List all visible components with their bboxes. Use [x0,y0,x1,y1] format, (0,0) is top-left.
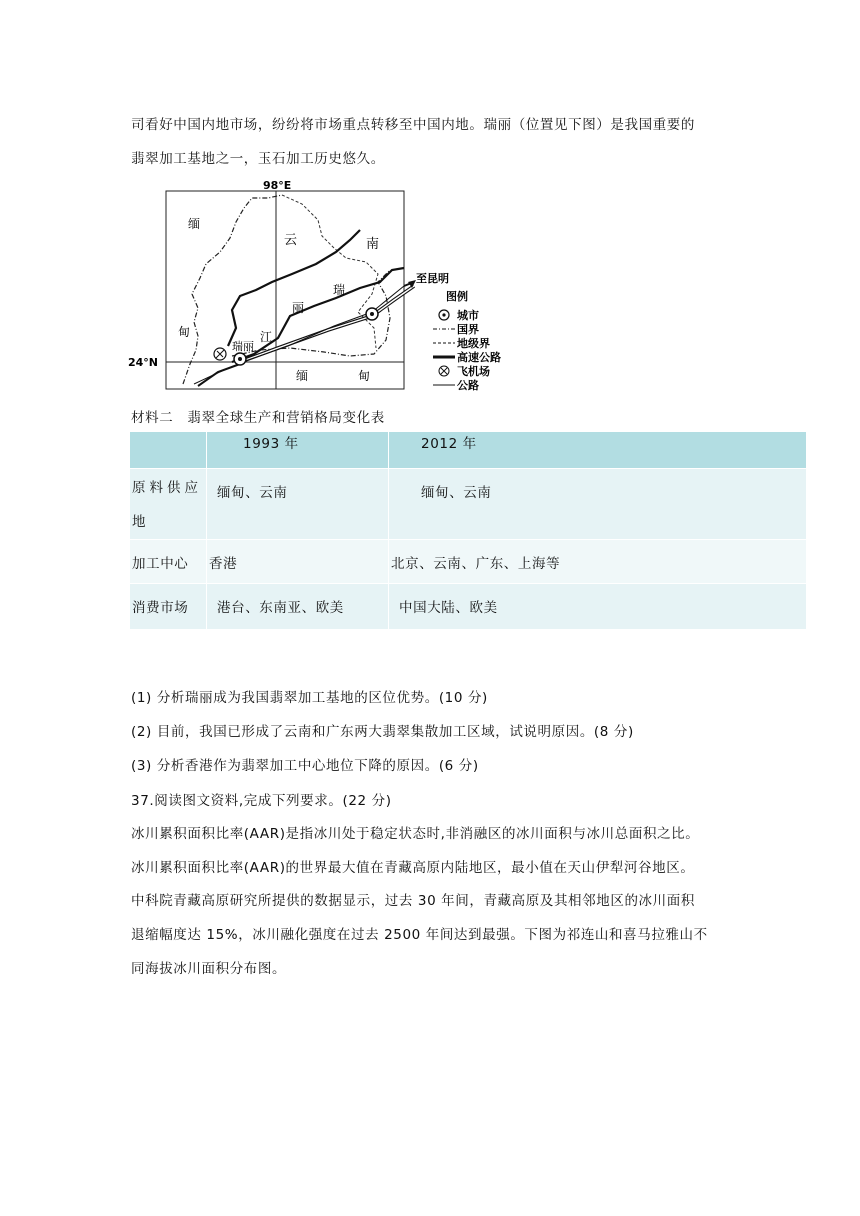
label-mian-top: 缅 [188,217,201,231]
header-1993: 1993 年 [243,436,299,452]
cell-supply-1993: 缅甸、云南 [217,485,288,501]
table-header-row [130,432,807,469]
intro-line-2: 翡翠加工基地之一，玉石加工历史悠久。 [131,151,385,167]
legend-expressway: 高速公路 [457,351,501,364]
label-jiang: 江 [260,330,273,344]
row-label-supply: 原料供应地 [132,480,202,530]
row-label-processing: 加工中心 [132,556,189,572]
question-3: (3) 分析香港作为翡翠加工中心地位下降的原因。(6 分) [131,758,479,774]
material2-caption: 材料二 翡翠全球生产和营销格局变化表 [131,410,385,426]
label-dian-bottom: 甸 [358,369,371,383]
q37-line-1: 冰川累积面积比率(AAR)是指冰川处于稳定状态时,非消融区的冰川面积与冰川总面积之比。 [131,826,700,842]
jade-production-table [129,431,807,630]
header-2012: 2012 年 [421,436,477,452]
legend-title: 图例 [446,290,468,303]
q37-title: 37.阅读图文资料,完成下列要求。(22 分) [131,793,392,809]
q37-line-3: 中科院青藏高原研究所提供的数据显示，过去 30 年间，青藏高原及其相邻地区的冰川面积 [131,893,695,909]
label-to-kunming: 至昆明 [416,272,449,285]
label-li: 丽 [292,301,305,315]
legend-national-border: 国界 [457,323,479,336]
table-row [130,540,807,584]
row-label-market: 消费市场 [132,600,189,616]
cell-market-2012: 中国大陆、欧美 [399,600,498,616]
cell-market-1993: 港台、东南亚、欧美 [217,600,344,616]
intro-line-1: 司看好中国内地市场，纷纷将市场重点转移至中国内地。瑞丽（位置见下图）是我国重要的 [131,117,695,133]
label-yun: 云 [284,233,298,248]
q37-line-2: 冰川累积面积比率(AAR)的世界最大值在青藏高原内陆地区，最小值在天山伊犁河谷地区。 [131,860,695,876]
label-nan: 南 [366,237,380,252]
table-row [130,469,807,540]
q37-line-4: 退缩幅度达 15%，冰川融化强度在过去 2500 年间达到最强。下图为祁连山和喜马拉雅山不 [131,927,708,943]
label-mian-bottom: 缅 [296,369,309,383]
label-ruili-city: 瑞丽 [232,340,254,353]
question-2: (2) 目前，我国已形成了云南和广东两大翡翠集散加工区域，试说明原因。(8 分) [131,724,634,740]
legend-prefecture-border: 地级界 [457,337,490,350]
latitude-label: 24°N [128,356,159,369]
cell-processing-2012: 北京、云南、广东、上海等 [391,556,561,572]
cell-supply-2012: 缅甸、云南 [421,485,492,501]
legend-city: 城市 [457,309,479,322]
legend-road: 公路 [457,379,479,392]
ruili-location-map [128,178,526,392]
question-1: (1) 分析瑞丽成为我国翡翠加工基地的区位优势。(10 分) [131,690,488,706]
q37-line-5: 同海拔冰川面积分布图。 [131,961,287,977]
cell-processing-1993: 香港 [209,556,238,572]
label-rui: 瑞 [333,283,346,297]
table-row [130,584,807,630]
longitude-label: 98°E [263,179,292,192]
label-dian-left: 甸 [178,325,191,339]
legend-airport: 飞机场 [457,365,490,378]
